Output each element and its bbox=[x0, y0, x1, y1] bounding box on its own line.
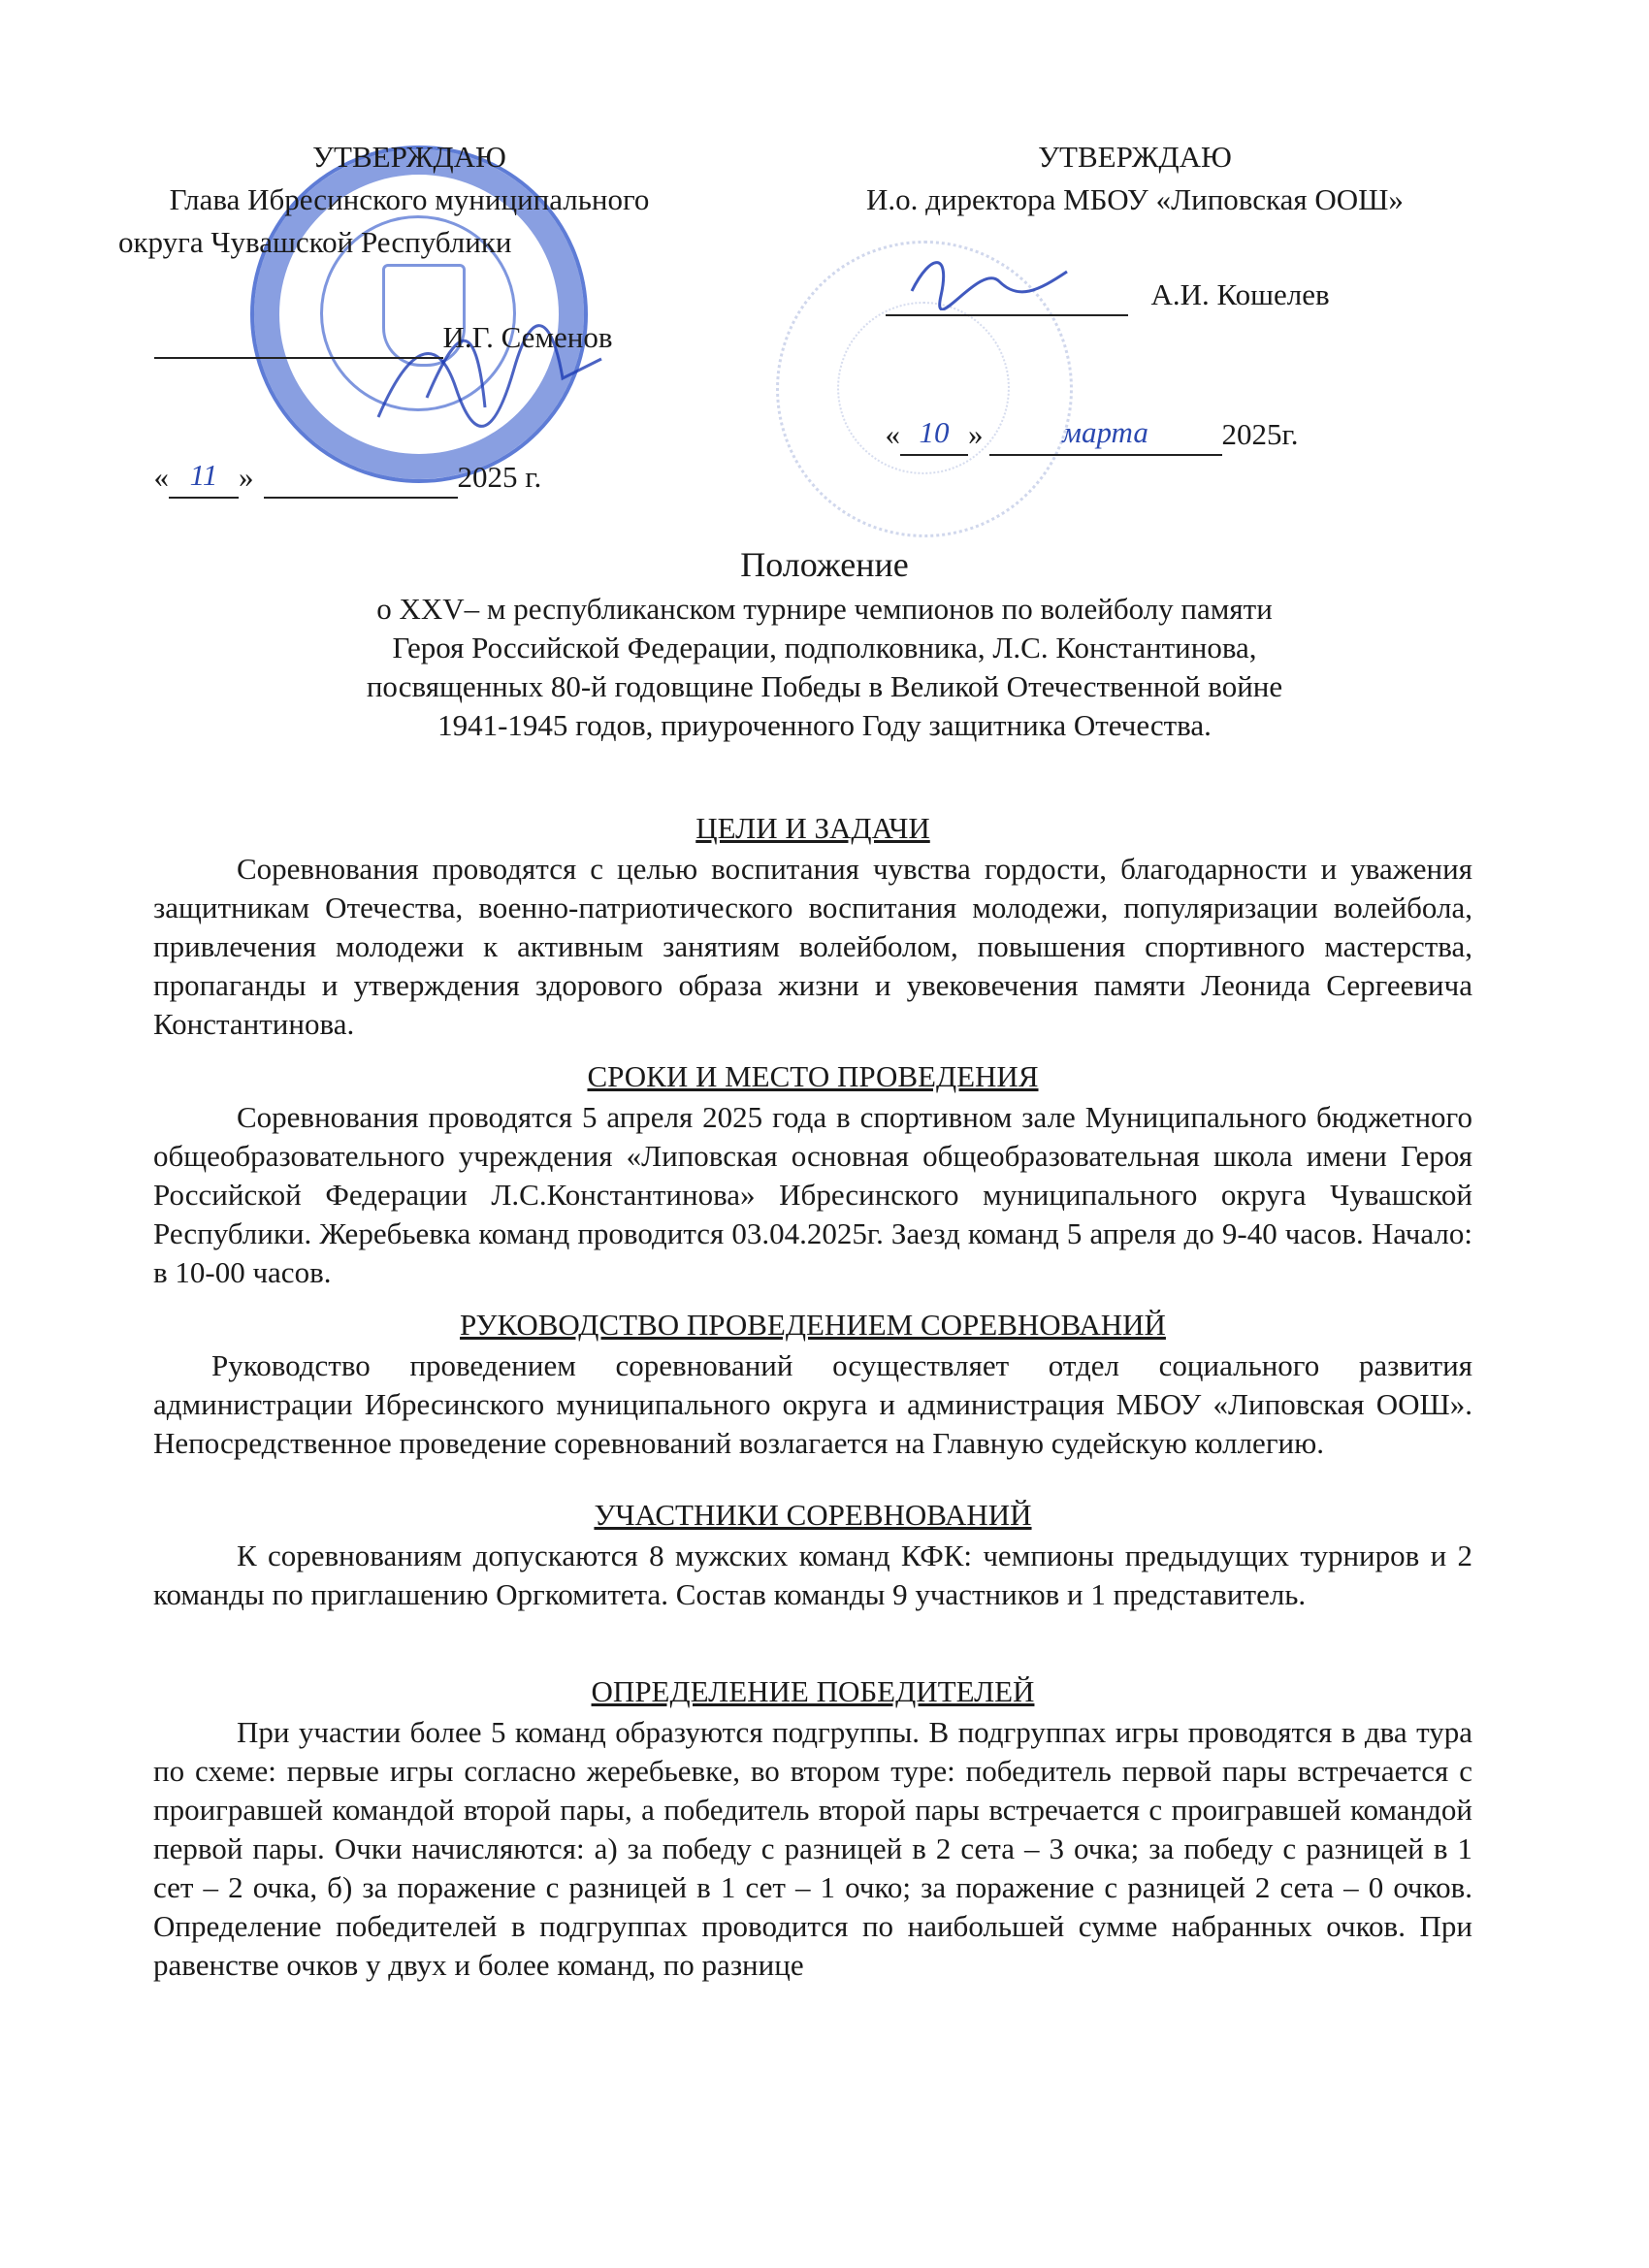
section-heading: ЦЕЛИ И ЗАДАЧИ bbox=[695, 811, 930, 845]
document-title-block bbox=[0, 543, 1649, 745]
approval-heading-right: УТВЕРЖДАЮ bbox=[1038, 140, 1232, 174]
section-heading: РУКОВОДСТВО ПРОВЕДЕНИЕМ СОРЕВНОВАНИЙ bbox=[460, 1308, 1166, 1342]
signature-line-left bbox=[154, 357, 443, 359]
approval-block-right bbox=[824, 136, 1445, 499]
section-text: Соревнования проводятся 5 апреля 2025 года в спортивном зале Муниципального бюджетного общеобразовательного учреждения «Липовская основная общеобразовательная школа имени Героя Российской Федерации Л.С.Константинова» Ибресинского муниципального округа Чувашской Республики. Жеребьевка команд проводится 03.04.2025г. Заезд команд 5 апреля до 9-40 часов. Начало: в 10-00 часов. bbox=[153, 1100, 1472, 1289]
signature-line-right bbox=[886, 314, 1128, 316]
subtitle-line-3: посвященных 80-й годовщине Победы в Великой Отечественной войне bbox=[366, 669, 1283, 703]
section-heading: ОПРЕДЕЛЕНИЕ ПОБЕДИТЕЛЕЙ bbox=[591, 1674, 1035, 1708]
approval-position-left-1: Глава Ибресинского муниципального bbox=[169, 182, 650, 216]
section-text: Соревнования проводятся с целью воспитания чувства гордости, благодарности и уважения защитникам Отечества, военно-патриотического воспитания молодежи, популяризации волейбола, привлечения молодежи к активным занятиям волейболом, повышения спортивного мастерства, пропаганды и утверждения здорового образа жизни и увековечения памяти Леонида Сергеевича Константинова. bbox=[153, 852, 1472, 1041]
date-year-left: 2025 г. bbox=[457, 460, 542, 494]
date-day-right: 10 bbox=[900, 411, 968, 456]
date-month-right: марта bbox=[989, 411, 1222, 456]
section-text: К соревнованиям допускаются 8 мужских команд КФК: чемпионы предыдущих турниров и 2 команды по приглашению Оргкомитета. Состав команды 9 участников и 1 представитель. bbox=[153, 1539, 1472, 1611]
approval-name-left: И.Г. Семенов bbox=[442, 320, 613, 354]
section-heading: СРОКИ И МЕСТО ПРОВЕДЕНИЯ bbox=[587, 1059, 1039, 1093]
document-subtitle bbox=[291, 590, 1358, 745]
section-goals bbox=[153, 809, 1472, 1044]
section-participants bbox=[153, 1496, 1472, 1614]
document-sections bbox=[153, 809, 1472, 1985]
subtitle-line-1: о XXV– м республиканском турнире чемпионов по волейболу памяти bbox=[376, 592, 1273, 626]
approval-position-right: И.о. директора МБОУ «Липовская ООШ» bbox=[866, 182, 1404, 216]
date-quote-open-right: « bbox=[885, 417, 900, 451]
document-title: Положение bbox=[740, 545, 909, 584]
approval-heading-left: УТВЕРЖДАЮ bbox=[312, 140, 506, 174]
approval-name-right: А.И. Кошелев bbox=[1150, 277, 1330, 311]
section-heading: УЧАСТНИКИ СОРЕВНОВАНИЙ bbox=[594, 1498, 1032, 1532]
section-management bbox=[153, 1306, 1472, 1463]
date-day-left: 11 bbox=[169, 454, 239, 499]
section-winners bbox=[153, 1672, 1472, 1985]
subtitle-line-2: Героя Российской Федерации, подполковника, Л.С. Константинова, bbox=[392, 631, 1257, 664]
section-dates-place bbox=[153, 1057, 1472, 1292]
date-month-line-left bbox=[264, 497, 458, 499]
approval-position-left-2: округа Чувашской Республики bbox=[118, 225, 512, 259]
date-year-right: 2025г. bbox=[1221, 417, 1299, 451]
date-quote-close-right: » bbox=[968, 417, 984, 451]
section-text: При участии более 5 команд образуются подгруппы. В подгруппах игры проводятся в два тура по схеме: первые игры согласно жеребьевке, во втором туре: победитель первой пары встречается с проигравшей командой второй пары, а победитель второй пары встречается с проигравшей командой первой пары. Очки начисляются: а) за победу с разницей в 2 сета – 3 очка; за победу с разницей в 1 сет – 2 очка, б) за поражение с разницей в 1 сет – 1 очко; за поражение с разницей 2 сета – 0 очков. Определение победителей в подгруппах проводится по наибольшей сумме набранных очков. При равенстве очков у двух и более команд, по разнице bbox=[153, 1715, 1472, 1982]
subtitle-line-4: 1941-1945 годов, приуроченного Году защитника Отечества. bbox=[437, 708, 1212, 742]
date-quote-open-left: « bbox=[153, 460, 169, 494]
date-quote-close-left: » bbox=[239, 460, 254, 494]
approval-block-left bbox=[109, 136, 710, 541]
section-text: Руководство проведением соревнований осуществляет отдел социального развития администрации Ибресинского муниципального округа и администрация МБОУ «Липовская ООШ». Непосредственное проведение соревнований возлагается на Главную судейскую коллегию. bbox=[153, 1348, 1472, 1460]
